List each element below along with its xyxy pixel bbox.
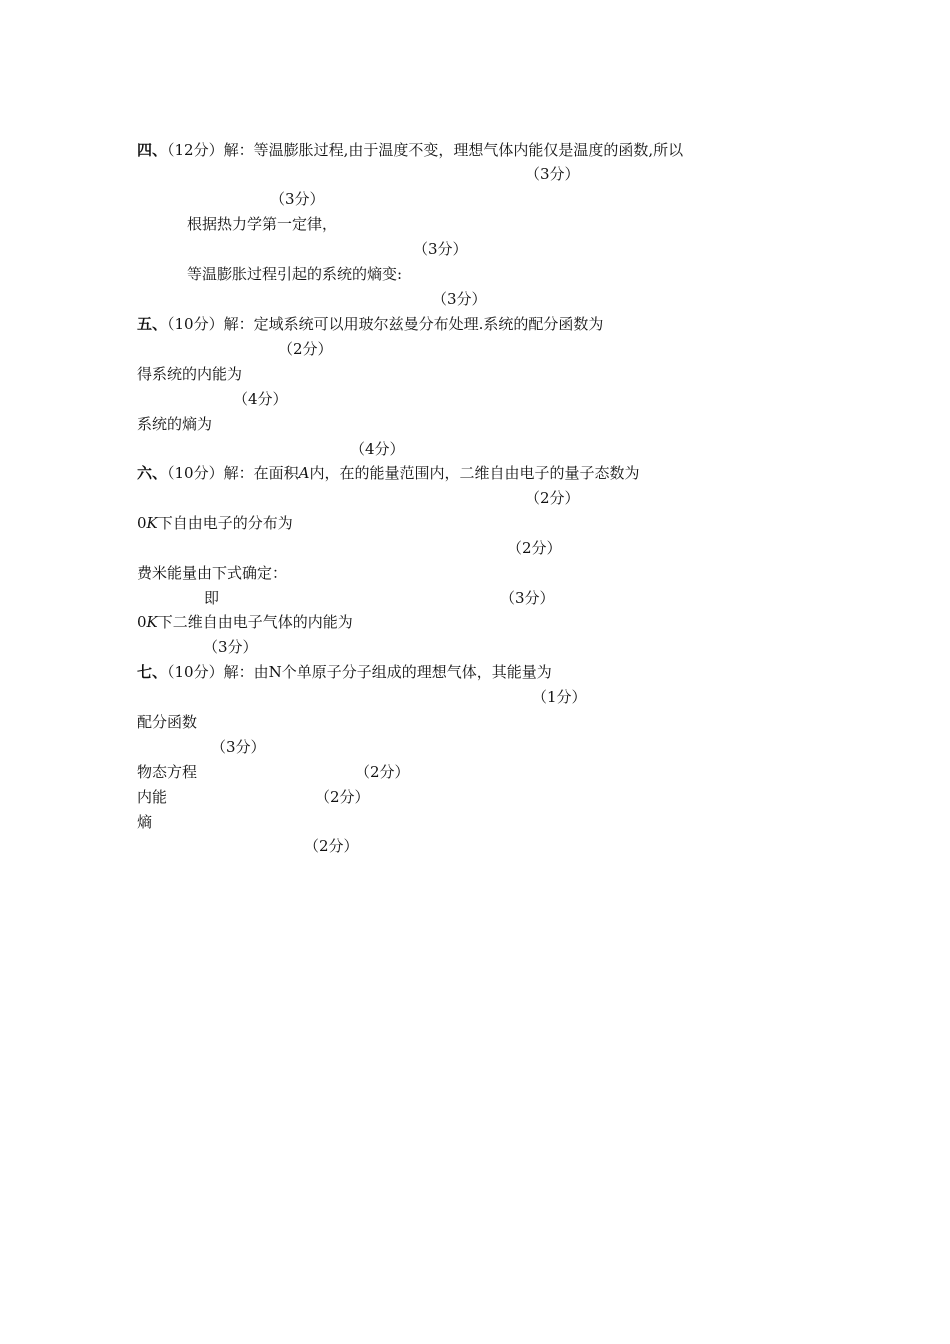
section-7-heading (137, 662, 552, 682)
score-mark: （4分） (233, 390, 288, 408)
section-5-number: 五、 (137, 315, 168, 333)
section-4-heading-text: （12分）解：等温膨胀过程,由于温度不变，理想气体内能仅是温度的函数,所以 (167, 141, 684, 159)
section-7-number: 七、 (137, 663, 168, 681)
section-5-heading-text: （10分）解：定域系统可以用玻尔兹曼分布处理.系统的配分函数为 (167, 315, 604, 333)
score-mark: （3分） (432, 290, 487, 308)
score-mark: （3分） (500, 589, 555, 607)
body-text: 即 (204, 589, 220, 607)
section-6-heading-text-b: 内，在的能量范围内，二维自由电子的量子态数为 (309, 464, 640, 482)
score-mark: （3分） (270, 190, 325, 208)
score-mark: （3分） (525, 165, 580, 183)
score-mark: （3分） (413, 240, 468, 258)
score-mark: （2分） (304, 837, 359, 855)
body-text-part: 下自由电子的分布为 (157, 514, 293, 532)
score-mark: （2分） (278, 340, 333, 358)
section-4-heading (137, 140, 683, 160)
area-variable: A (298, 464, 310, 482)
body-text: 根据热力学第一定律， (187, 215, 338, 233)
section-5-heading (137, 314, 603, 334)
body-text: 得系统的内能为 (137, 365, 243, 383)
score-mark: （2分） (525, 489, 580, 507)
kelvin-variable: K (146, 514, 158, 532)
body-text (137, 612, 353, 632)
score-mark: （4分） (350, 440, 405, 458)
score-mark: （3分） (211, 738, 266, 756)
body-text: 内能 (137, 788, 168, 806)
body-text: 费米能量由下式确定： (137, 564, 288, 582)
body-text: 配分函数 (137, 713, 198, 731)
zero-digit: 0 (137, 514, 147, 532)
score-mark: （2分） (507, 539, 562, 557)
score-mark: （2分） (355, 763, 410, 781)
zero-digit: 0 (137, 613, 147, 631)
section-7-heading-text: （10分）解：由N个单原子分子组成的理想气体，其能量为 (167, 663, 552, 681)
section-6-heading-text-a: （10分）解：在面积 (167, 464, 299, 482)
score-mark: （3分） (203, 638, 258, 656)
body-text (137, 513, 293, 533)
section-6-heading (137, 463, 639, 483)
score-mark: （2分） (315, 788, 370, 806)
kelvin-variable: K (146, 613, 158, 631)
body-text: 等温膨胀过程引起的系统的熵变: (187, 265, 403, 283)
score-mark: （1分） (532, 688, 587, 706)
body-text-part: 下二维自由电子气体的内能为 (157, 613, 353, 631)
section-6-number: 六、 (137, 464, 168, 482)
body-text: 系统的熵为 (137, 415, 213, 433)
section-4-number: 四、 (137, 141, 168, 159)
body-text: 物态方程 (137, 763, 198, 781)
body-text: 熵 (137, 813, 153, 831)
